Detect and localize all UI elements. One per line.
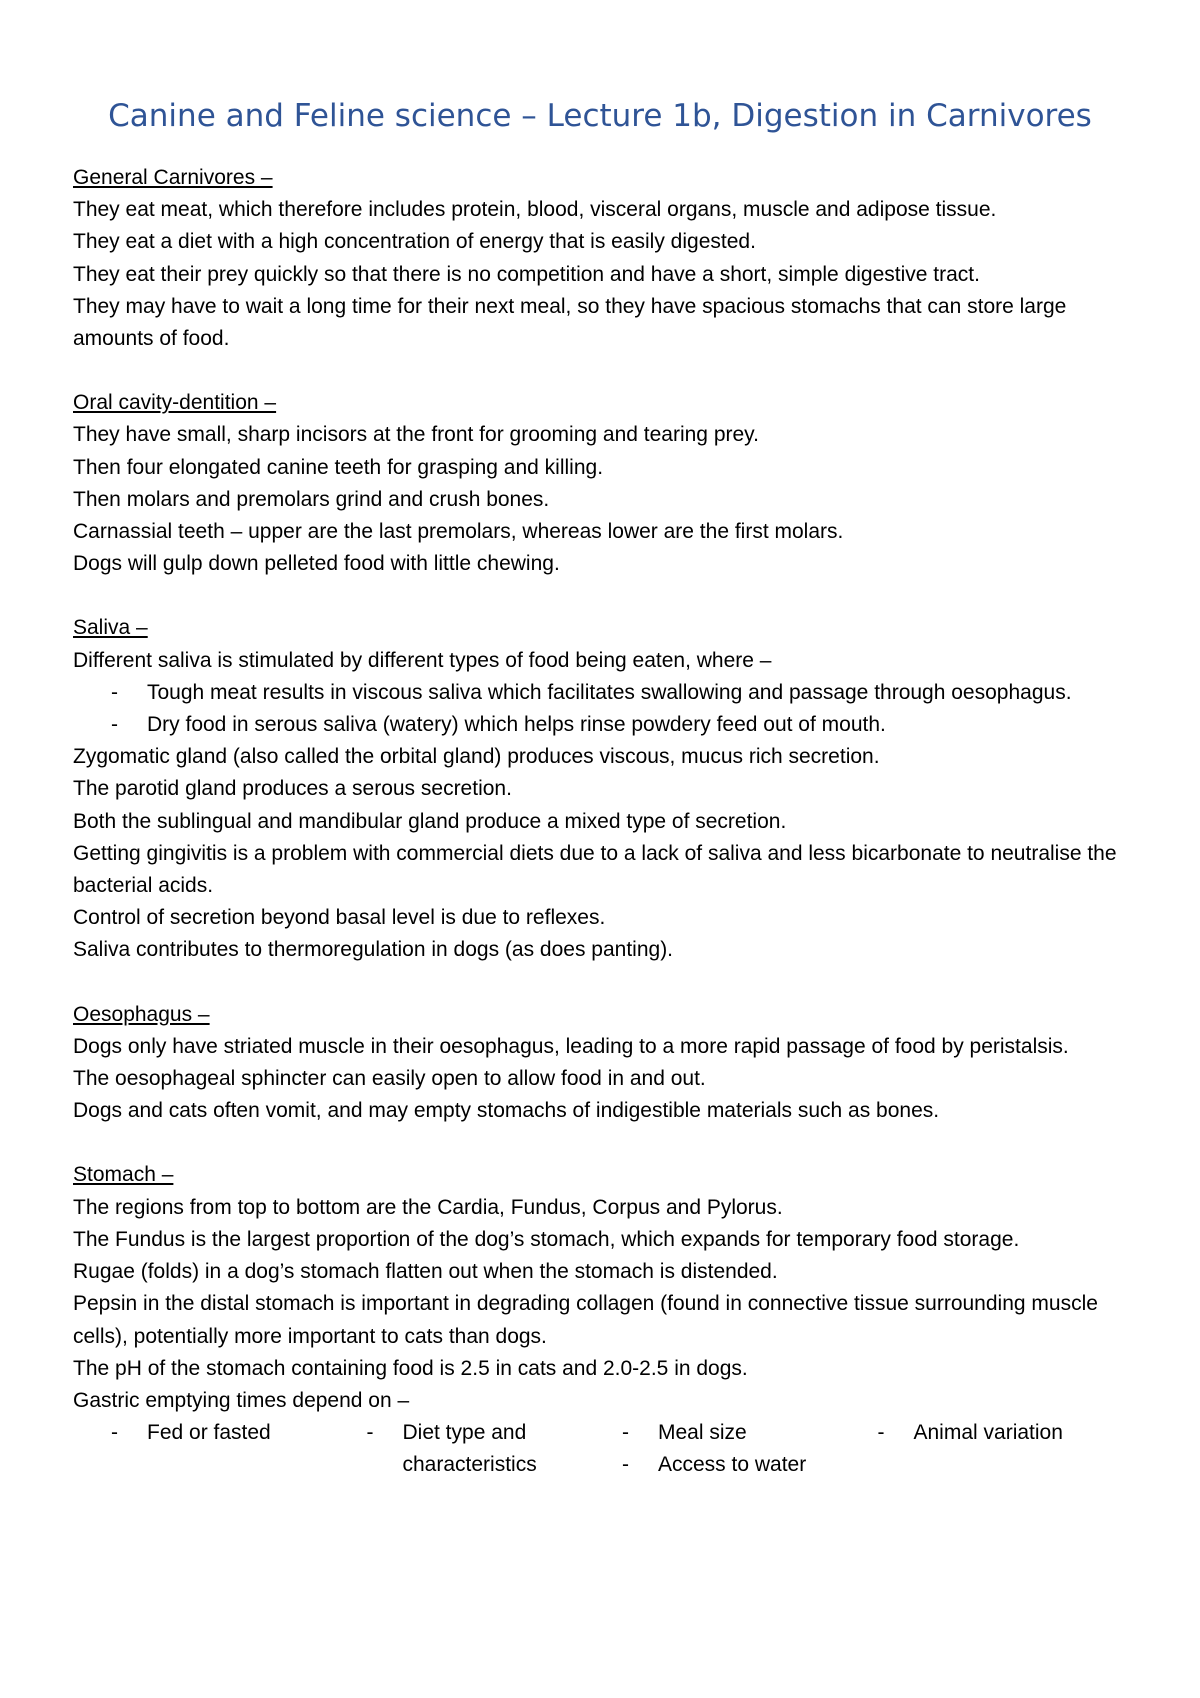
list-item: - Diet type and characteristics	[367, 1417, 623, 1481]
bullet-list	[73, 677, 1133, 741]
section-oesophagus	[73, 999, 1133, 1128]
section-heading: General Carnivores –	[73, 166, 273, 189]
paragraph-line: Pepsin in the distal stomach is important in degrading collagen (found in connective tissue surrounding muscle cells), potentially more important to cats than dogs.	[73, 1292, 1098, 1348]
paragraph-line: Dogs only have striated muscle in their oesophagus, leading to a more rapid passage of food by peristalsis.	[73, 1034, 1069, 1058]
list-item: - Access to water	[622, 1449, 878, 1481]
paragraph-line: Then four elongated canine teeth for grasping and killing.	[73, 455, 604, 479]
paragraph-line: The oesophageal sphincter can easily open to allow food in and out.	[73, 1067, 706, 1091]
paragraph-line: The Fundus is the largest proportion of the dog’s stomach, which expands for temporary food storage.	[73, 1227, 1020, 1251]
paragraph-line: Getting gingivitis is a problem with commercial diets due to a lack of saliva and less bicarbonate to neutralise the bacterial acids.	[73, 841, 1117, 898]
section-heading: Saliva –	[73, 616, 148, 640]
paragraph-line: Control of secretion beyond basal level is due to reflexes.	[73, 906, 606, 930]
factor-column	[111, 1417, 367, 1481]
paragraph-line: They have small, sharp incisors at the front for grooming and tearing prey.	[73, 423, 759, 447]
paragraph-line: The parotid gland produces a serous secretion.	[73, 777, 512, 801]
paragraph-line: They eat a diet with a high concentration of energy that is easily digested.	[73, 230, 756, 254]
paragraph-line: Different saliva is stimulated by different types of food being eaten, where –	[73, 648, 772, 672]
paragraph-line: The pH of the stomach containing food is 2.5 in cats and 2.0-2.5 in dogs.	[73, 1356, 748, 1380]
paragraph-line: Saliva contributes to thermoregulation in dogs (as does panting).	[73, 938, 674, 962]
section-heading: Stomach –	[73, 1163, 174, 1187]
section-general-carnivores	[73, 162, 1133, 355]
paragraph-line: Then molars and premolars grind and crush bones.	[73, 487, 550, 511]
factor-column	[622, 1417, 878, 1481]
section-heading: Oral cavity-dentition –	[73, 391, 277, 415]
paragraph-line: Carnassial teeth – upper are the last premolars, whereas lower are the first molars.	[73, 520, 844, 544]
paragraph-line: Rugae (folds) in a dog’s stomach flatten out when the stomach is distended.	[73, 1260, 778, 1284]
paragraph-line: The regions from top to bottom are the Cardia, Fundus, Corpus and Pylorus.	[73, 1195, 783, 1219]
section-saliva	[73, 612, 1133, 966]
section-heading: Oesophagus –	[73, 1002, 210, 1026]
section-oral-cavity	[73, 387, 1133, 580]
list-item: - Meal size	[622, 1417, 878, 1449]
list-item: - Fed or fasted	[111, 1417, 367, 1449]
paragraph-line: They eat their prey quickly so that there is no competition and have a short, simple digestive tract.	[73, 262, 980, 286]
page-title: Canine and Feline science – Lecture 1b, Digestion in Carnivores	[108, 98, 1092, 134]
list-item: - Dry food in serous saliva (watery) which helps rinse powdery feed out of mouth.	[73, 709, 1133, 741]
document-body	[73, 162, 1133, 1482]
paragraph-line: Dogs and cats often vomit, and may empty stomachs of indigestible materials such as bones.	[73, 1099, 940, 1123]
paragraph-line: Zygomatic gland (also called the orbital gland) produces viscous, mucus rich secretion.	[73, 745, 880, 769]
paragraph-line: Gastric emptying times depend on –	[73, 1388, 410, 1412]
gastric-factors-columns	[73, 1417, 1133, 1481]
section-stomach	[73, 1159, 1133, 1481]
paragraph-line: Dogs will gulp down pelleted food with little chewing.	[73, 552, 560, 576]
factor-column	[367, 1417, 623, 1481]
paragraph-line: Both the sublingual and mandibular gland produce a mixed type of secretion.	[73, 809, 787, 833]
factor-column	[878, 1417, 1134, 1481]
list-item: - Tough meat results in viscous saliva which facilitates swallowing and passage through oesophagus.	[73, 677, 1133, 709]
paragraph-line: They eat meat, which therefore includes protein, blood, visceral organs, muscle and adipose tissue.	[73, 198, 997, 222]
list-item: - Animal variation	[878, 1417, 1134, 1449]
paragraph-line: They may have to wait a long time for their next meal, so they have spacious stomachs that can store large amounts of food.	[73, 294, 1067, 351]
